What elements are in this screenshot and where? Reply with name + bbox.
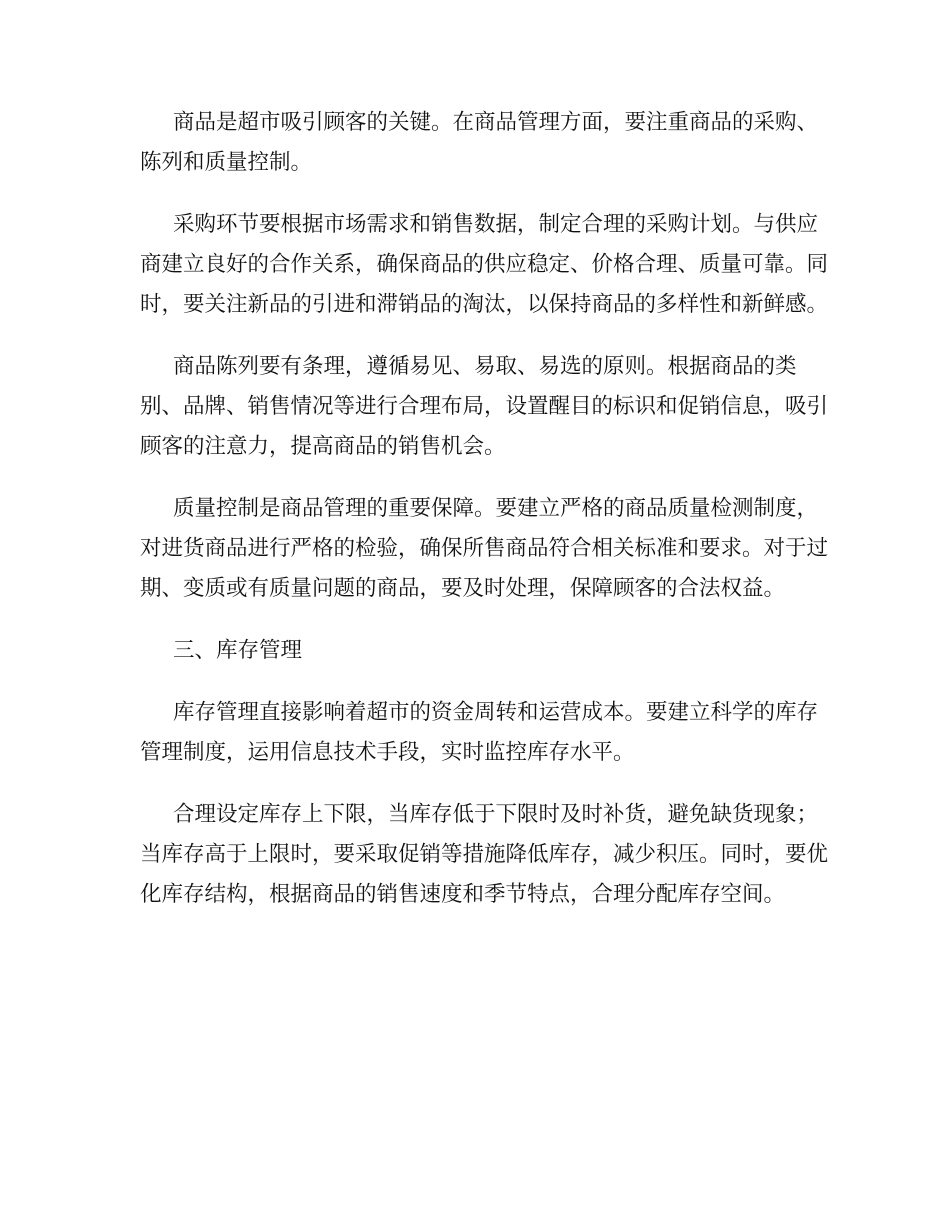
paragraph-product-intro: 商品是超市吸引顾客的关键。在商品管理方面，要注重商品的采购、陈列和质量控制。 bbox=[140, 110, 819, 175]
paragraph-inventory-intro: 库存管理直接影响着超市的资金周转和运营成本。要建立科学的库存管理制度，运用信息技术手段，实时监控库存水平。 bbox=[140, 700, 819, 765]
paragraph-inventory-limits: 合理设定库存上下限，当库存低于下限时及时补货，避免缺货现象；当库存高于上限时，要采取促销等措施降低库存，减少积压。同时，要优化库存结构，根据商品的销售速度和季节特点，合理分配库存空间。 bbox=[140, 802, 829, 907]
paragraph-display: 商品陈列要有条理，遵循易见、易取、易选的原则。根据商品的类别、品牌、销售情况等进行合理布局，设置醒目的标识和促销信息，吸引顾客的注意力，提高商品的销售机会。 bbox=[140, 354, 829, 459]
section-heading-inventory: 三、库存管理 bbox=[173, 638, 303, 663]
paragraph-quality-control: 质量控制是商品管理的重要保障。要建立严格的商品质量检测制度，对进货商品进行严格的检验，确保所售商品符合相关标准和要求。对于过期、变质或有质量问题的商品，要及时处理，保障顾客的合法权益。 bbox=[140, 496, 829, 601]
paragraph-procurement: 采购环节要根据市场需求和销售数据，制定合理的采购计划。与供应商建立良好的合作关系，确保商品的供应稳定、价格合理、质量可靠。同时，要关注新品的引进和滞销品的淘汰，以保持商品的多样性和新鲜感。 bbox=[140, 212, 829, 317]
document-body bbox=[140, 103, 830, 937]
